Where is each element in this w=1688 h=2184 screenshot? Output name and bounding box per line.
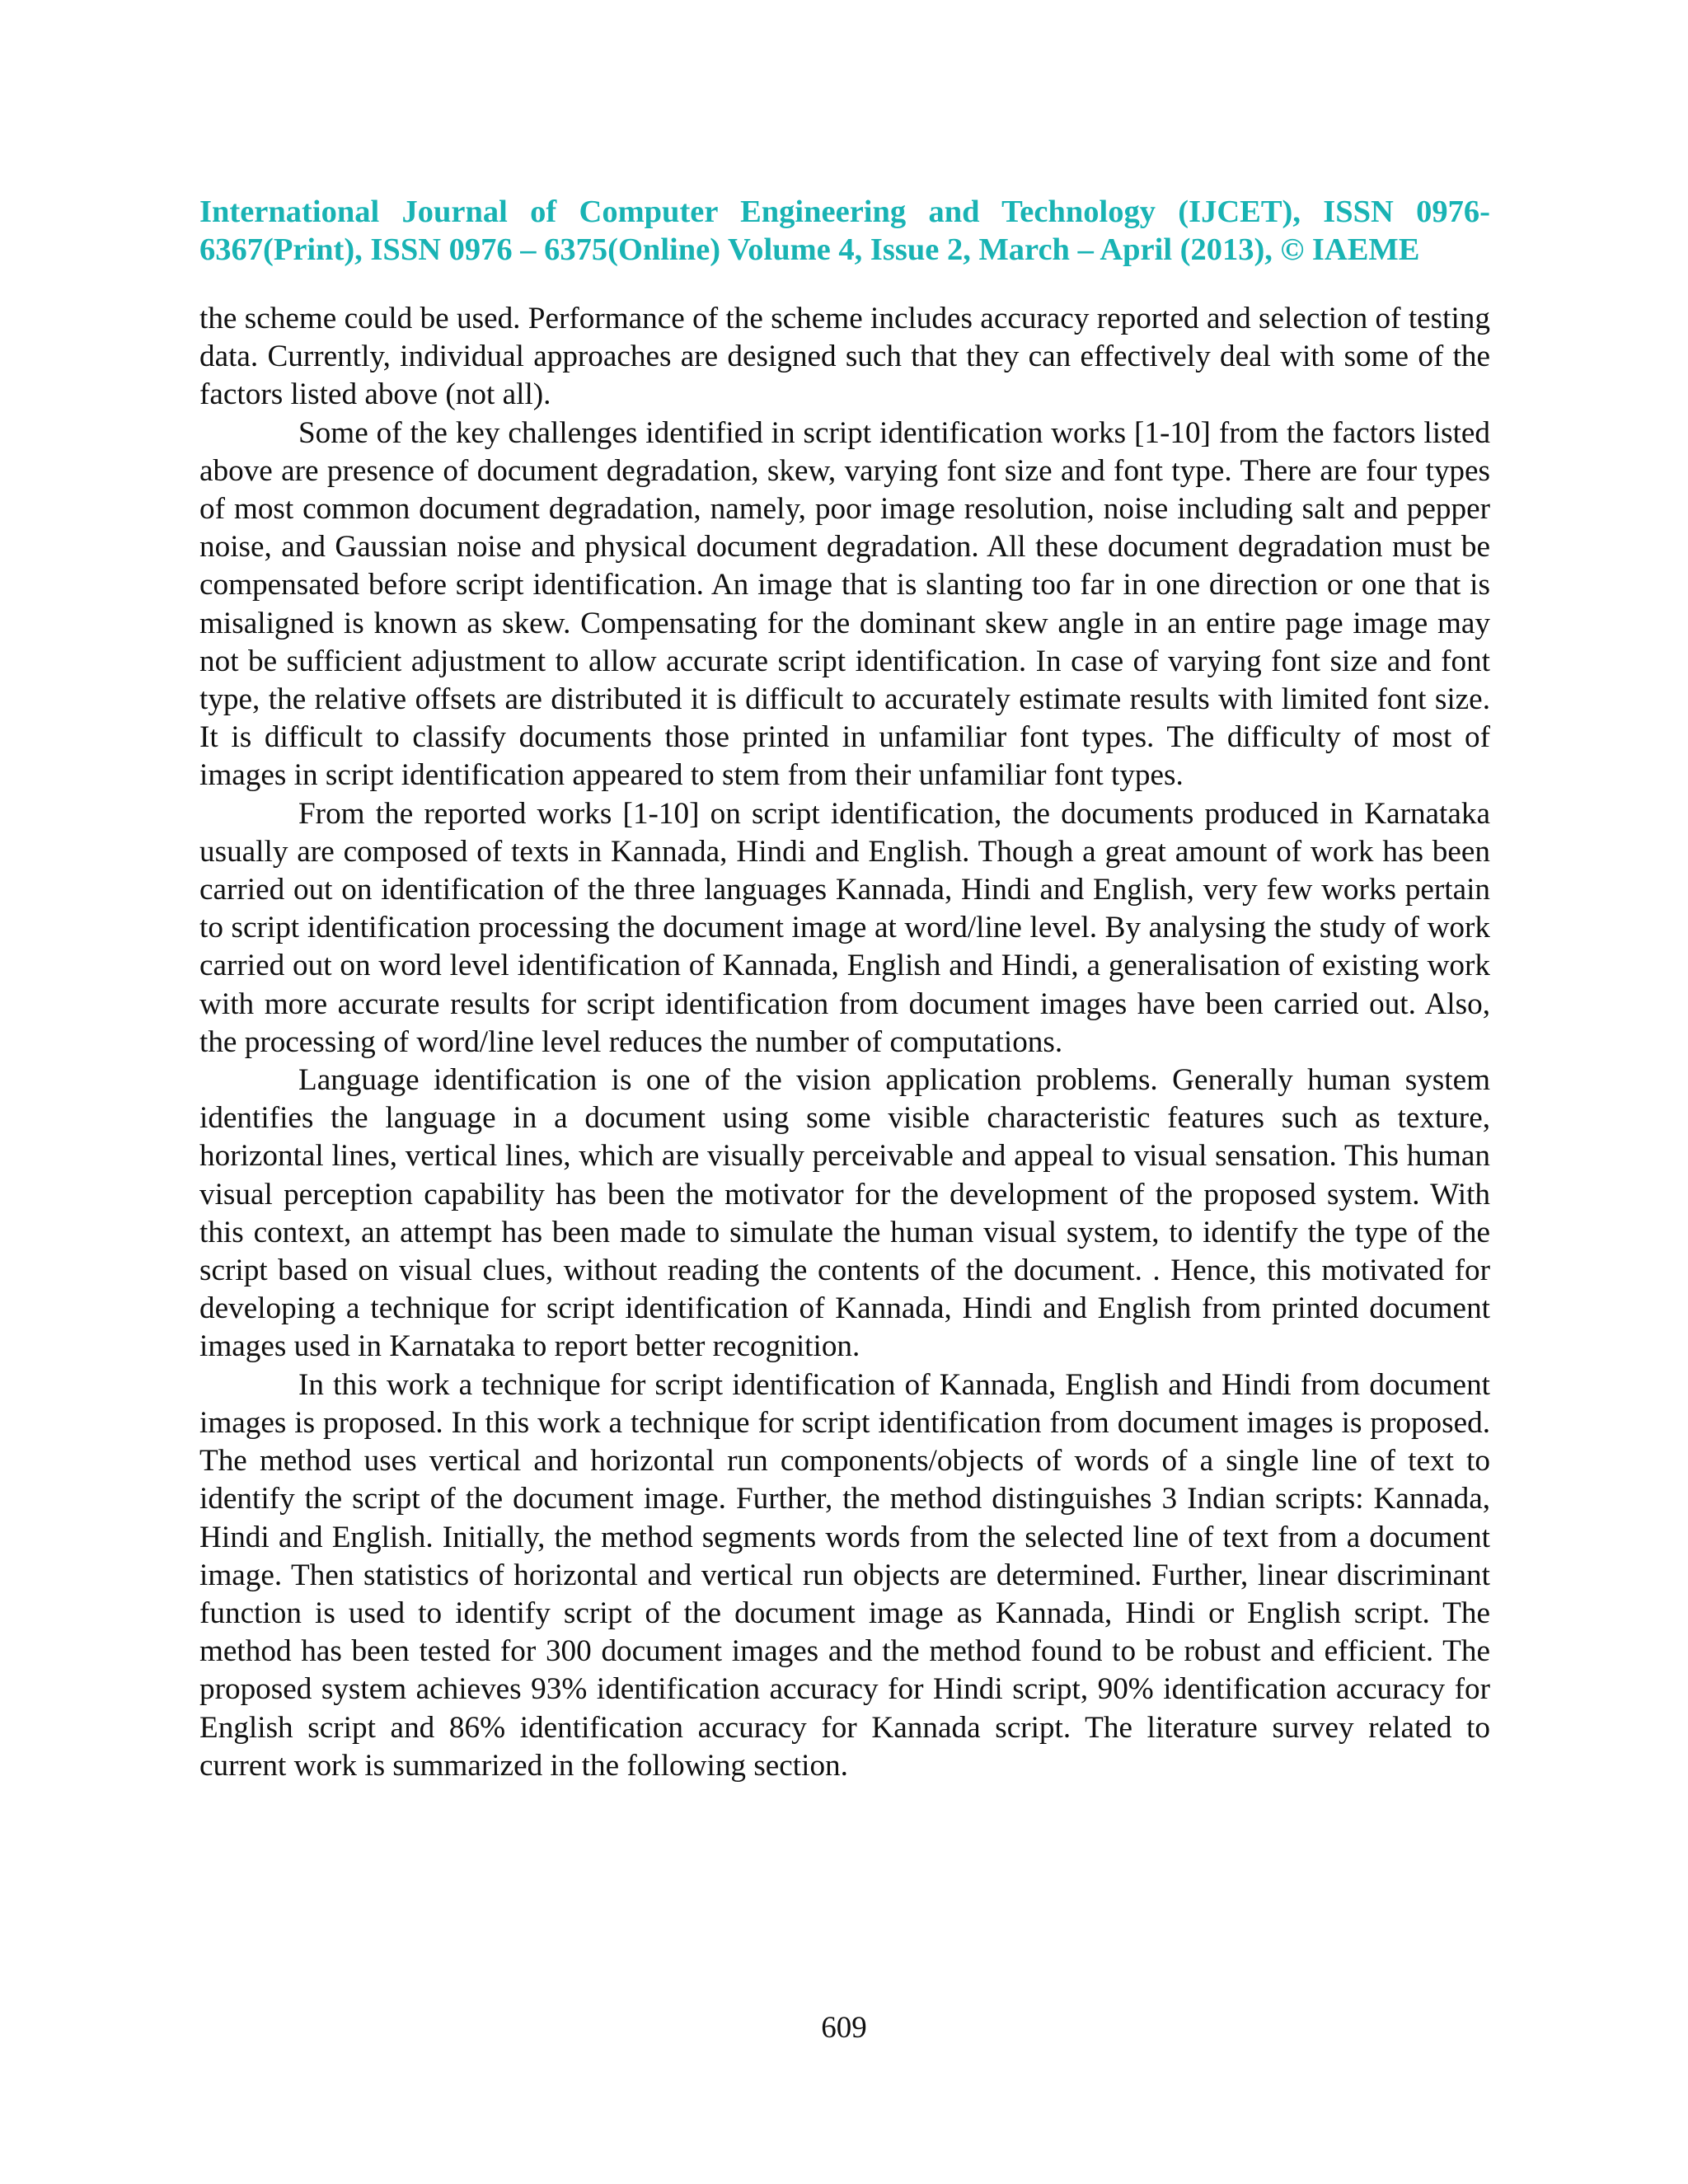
paragraph-this-work: In this work a technique for script identification of Kannada, English and Hindi from document images is proposed. In this work a technique for script identification from document images is proposed. The method uses vertical and horizontal run components/objects of words of a single line of text to identify the script of the document image. Further, the method distinguishes 3 Indian scripts: Kannada, Hindi and English. Initially, the method segments words from the selected line of text from a document image. Then statistics of horizontal and vertical run objects are determined. Further, linear discriminant function is used to identify script of the document image as Kannada, Hindi or English script. The method has been tested for 300 document images and the method found to be robust and efficient. The proposed system achieves 93% identification accuracy for Hindi script, 90% identification accuracy for English script and 86% identification accuracy for Kannada script. The literature survey related to current work is summarized in the following section. <box>199 1367 1490 1783</box>
paragraph-continued: the scheme could be used. Performance of the scheme includes accuracy reported and selection of testing data. Currently, individual approaches are designed such that they can effectively deal with some of the factors listed above (not all). <box>199 302 1490 412</box>
paragraph-language-identification: Language identification is one of the vision application problems. Generally human system identifies the language in a document using some visible characteristic features such as texture, horizontal lines, vertical lines, which are visually perceivable and appeal to visual sensation. This human visual perception capability has been the motivator for the development of the proposed system. With this context, an attempt has been made to simulate the human visual system, to identify the type of the script based on visual clues, without reading the contents of the document. . Hence, this motivated for developing a technique for script identification of Kannada, Hindi and English from printed document images used in Karnataka to report better recognition. <box>199 1063 1490 1364</box>
paragraph-reported-works: From the reported works [1-10] on script identification, the documents produced in Karnataka usually are composed of texts in Kannada, Hindi and English. Though a great amount of work has been carried out on identification of the three languages Kannada, Hindi and English, very few works pertain to script identification processing the document image at word/line level. By analysing the study of work carried out on word level identification of Kannada, English and Hindi, a generalisation of existing work with more accurate results for script identification from document images have been carried out. Also, the processing of word/line level reduces the number of computations. <box>199 796 1490 1059</box>
body-text <box>199 300 1490 1785</box>
page-number: 609 <box>821 2011 867 2045</box>
journal-header: International Journal of Computer Engineering and Technology (IJCET), ISSN 0976-6367(Print), ISSN 0976 – 6375(Online) Volume 4, Issue 2, March – April (2013), © IAEME <box>199 194 1490 267</box>
paragraph-key-challenges: Some of the key challenges identified in script identification works [1-10] from the factors listed above are presence of document degradation, skew, varying font size and font type. There are four types of most common document degradation, namely, poor image resolution, noise including salt and pepper noise, and Gaussian noise and physical document degradation. All these document degradation must be compensated before script identification. An image that is slanting too far in one direction or one that is misaligned is known as skew. Compensating for the dominant skew angle in an entire page image may not be sufficient adjustment to allow accurate script identification. In case of varying font size and font type, the relative offsets are distributed it is difficult to accurately estimate results with limited font size. It is difficult to classify documents those printed in unfamiliar font types. The difficulty of most of images in script identification appeared to stem from their unfamiliar font types. <box>199 415 1490 793</box>
